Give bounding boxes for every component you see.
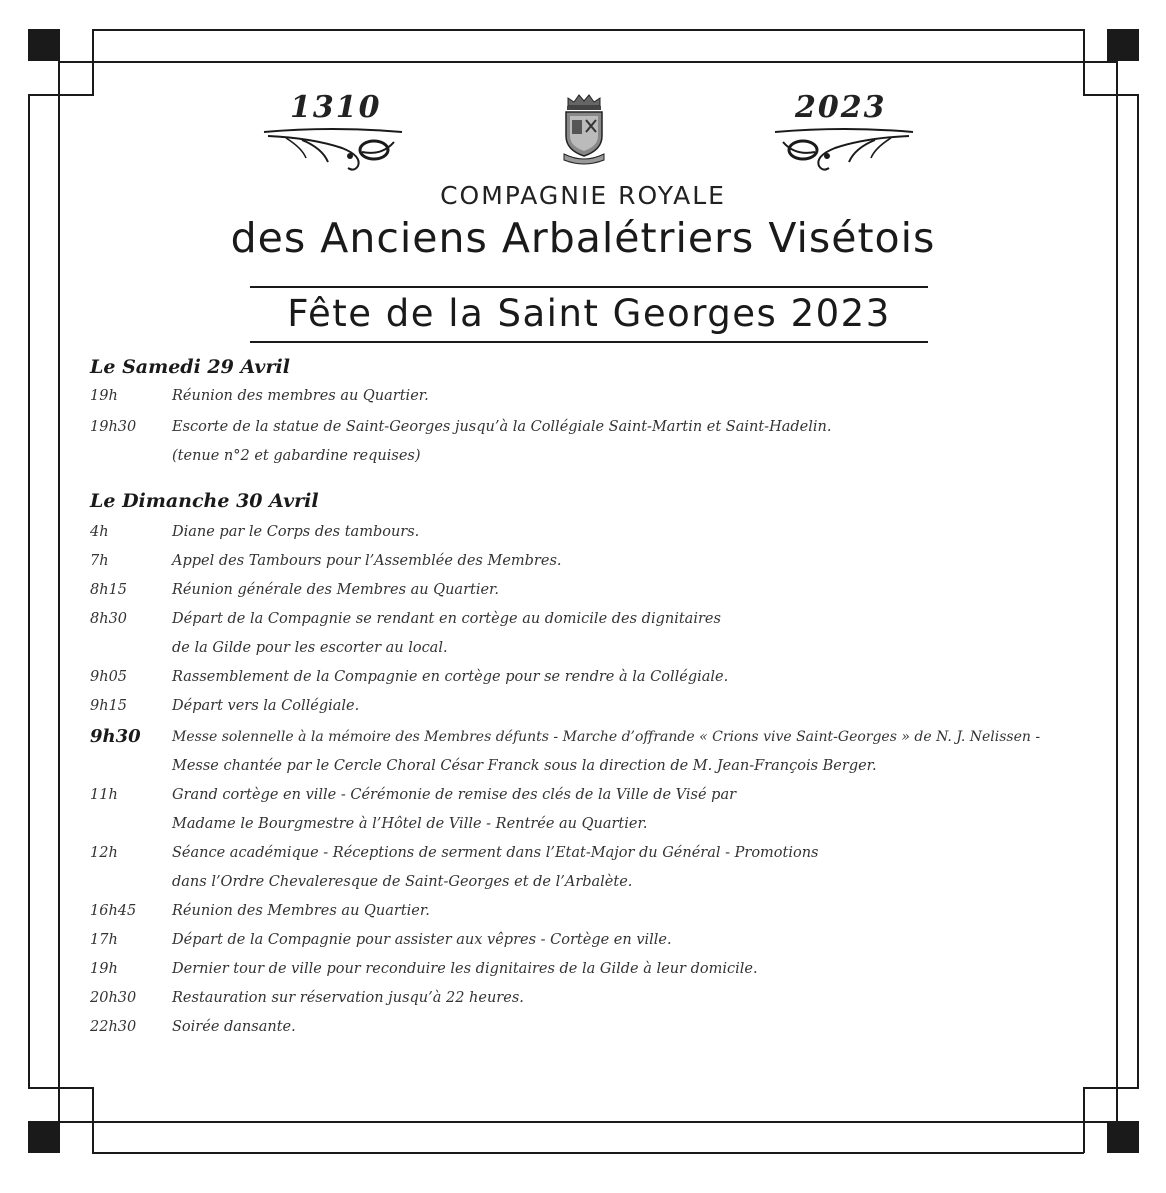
item-text: Séance académique - Réceptions de serment dans l’Etat-Major du Général - Promotions [172, 845, 819, 861]
item-text-continued: de la Gilde pour les escorter au local. [172, 640, 448, 656]
flourish-right-icon [773, 126, 915, 176]
title-rule-top [250, 286, 928, 288]
item-text: Rassemblement de la Compagnie en cortège pour se rendre à la Collégiale. [172, 669, 729, 685]
item-time: 8h15 [90, 582, 128, 598]
item-time: 7h [90, 553, 109, 569]
list-item [90, 932, 1100, 961]
list-item [90, 961, 1100, 990]
item-time: 19h [90, 961, 118, 977]
item-time: 4h [90, 524, 109, 540]
list-item [90, 419, 1100, 464]
item-text: Diane par le Corps des tambours. [172, 524, 420, 540]
item-text: Grand cortège en ville - Cérémonie de remise des clés de la Ville de Visé par [172, 787, 737, 803]
list-item [90, 524, 1100, 553]
list-item [90, 388, 1100, 417]
list-item [90, 726, 1100, 774]
item-text-continued: (tenue n°2 et gabardine requises) [172, 448, 421, 464]
list-item [90, 903, 1100, 932]
list-item [90, 1019, 1100, 1048]
year-left: 1310 [290, 90, 382, 125]
item-text: Escorte de la statue de Saint-Georges jusqu’à la Collégiale Saint-Martin et Saint-Hadelin. [172, 419, 832, 435]
item-text: Réunion générale des Membres au Quartier. [172, 582, 500, 598]
item-time: 19h30 [90, 419, 137, 435]
list-item [90, 553, 1100, 582]
item-time: 22h30 [90, 1019, 137, 1035]
day-heading: Le Samedi 29 Avril [90, 356, 290, 378]
item-text: Réunion des membres au Quartier. [172, 388, 429, 404]
item-text: Soirée dansante. [172, 1019, 296, 1035]
org-name-line2: des Anciens Arbalétriers Visétois [230, 214, 936, 262]
item-text-continued: Madame le Bourgmestre à l’Hôtel de Ville - Rentrée au Quartier. [172, 816, 648, 832]
item-text: Départ de la Compagnie pour assister aux vêpres - Cortège en ville. [172, 932, 672, 948]
item-text: Dernier tour de ville pour reconduire les dignitaires de la Gilde à leur domicile. [172, 961, 758, 977]
org-name-line1: COMPAGNIE ROYALE [440, 181, 726, 210]
item-time: 11h [90, 787, 118, 803]
list-item [90, 582, 1100, 611]
item-time: 9h30 [90, 726, 141, 747]
item-time: 9h05 [90, 669, 128, 685]
list-item [90, 990, 1100, 1019]
list-item [90, 669, 1100, 698]
list-item [90, 845, 1100, 890]
title-rule-bottom [250, 341, 928, 343]
corner-square [1107, 29, 1139, 61]
item-text-continued: dans l’Ordre Chevaleresque de Saint-Georges et de l’Arbalète. [172, 874, 633, 890]
item-time: 8h30 [90, 611, 128, 627]
list-item [90, 611, 1100, 656]
item-text: Appel des Tambours pour l’Assemblée des Membres. [172, 553, 562, 569]
list-item [90, 698, 1100, 727]
year-right: 2023 [795, 90, 887, 125]
coat-of-arms-icon [558, 92, 610, 166]
corner-square [28, 1121, 60, 1153]
day-heading: Le Dimanche 30 Avril [90, 490, 319, 512]
item-text: Départ vers la Collégiale. [172, 698, 360, 714]
item-time: 20h30 [90, 990, 137, 1006]
item-time: 12h [90, 845, 118, 861]
flourish-left-icon [262, 126, 404, 176]
list-item [90, 787, 1100, 832]
item-time: 17h [90, 932, 118, 948]
item-text: Départ de la Compagnie se rendant en cortège au domicile des dignitaires [172, 611, 721, 627]
event-title: Fête de la Saint Georges 2023 [287, 292, 891, 335]
item-time: 19h [90, 388, 118, 404]
corner-square [1107, 1121, 1139, 1153]
item-text: Réunion des Membres au Quartier. [172, 903, 430, 919]
item-time: 16h45 [90, 903, 137, 919]
item-text-continued: Messe chantée par le Cercle Choral César Franck sous la direction de M. Jean-François Berger. [172, 758, 877, 774]
item-time: 9h15 [90, 698, 128, 714]
item-text: Messe solennelle à la mémoire des Membres défunts - Marche d’offrande « Crions vive Saint-Georges » de N. J. Nelissen - [172, 729, 1041, 745]
item-text: Restauration sur réservation jusqu’à 22 heures. [172, 990, 524, 1006]
corner-square [28, 29, 60, 61]
